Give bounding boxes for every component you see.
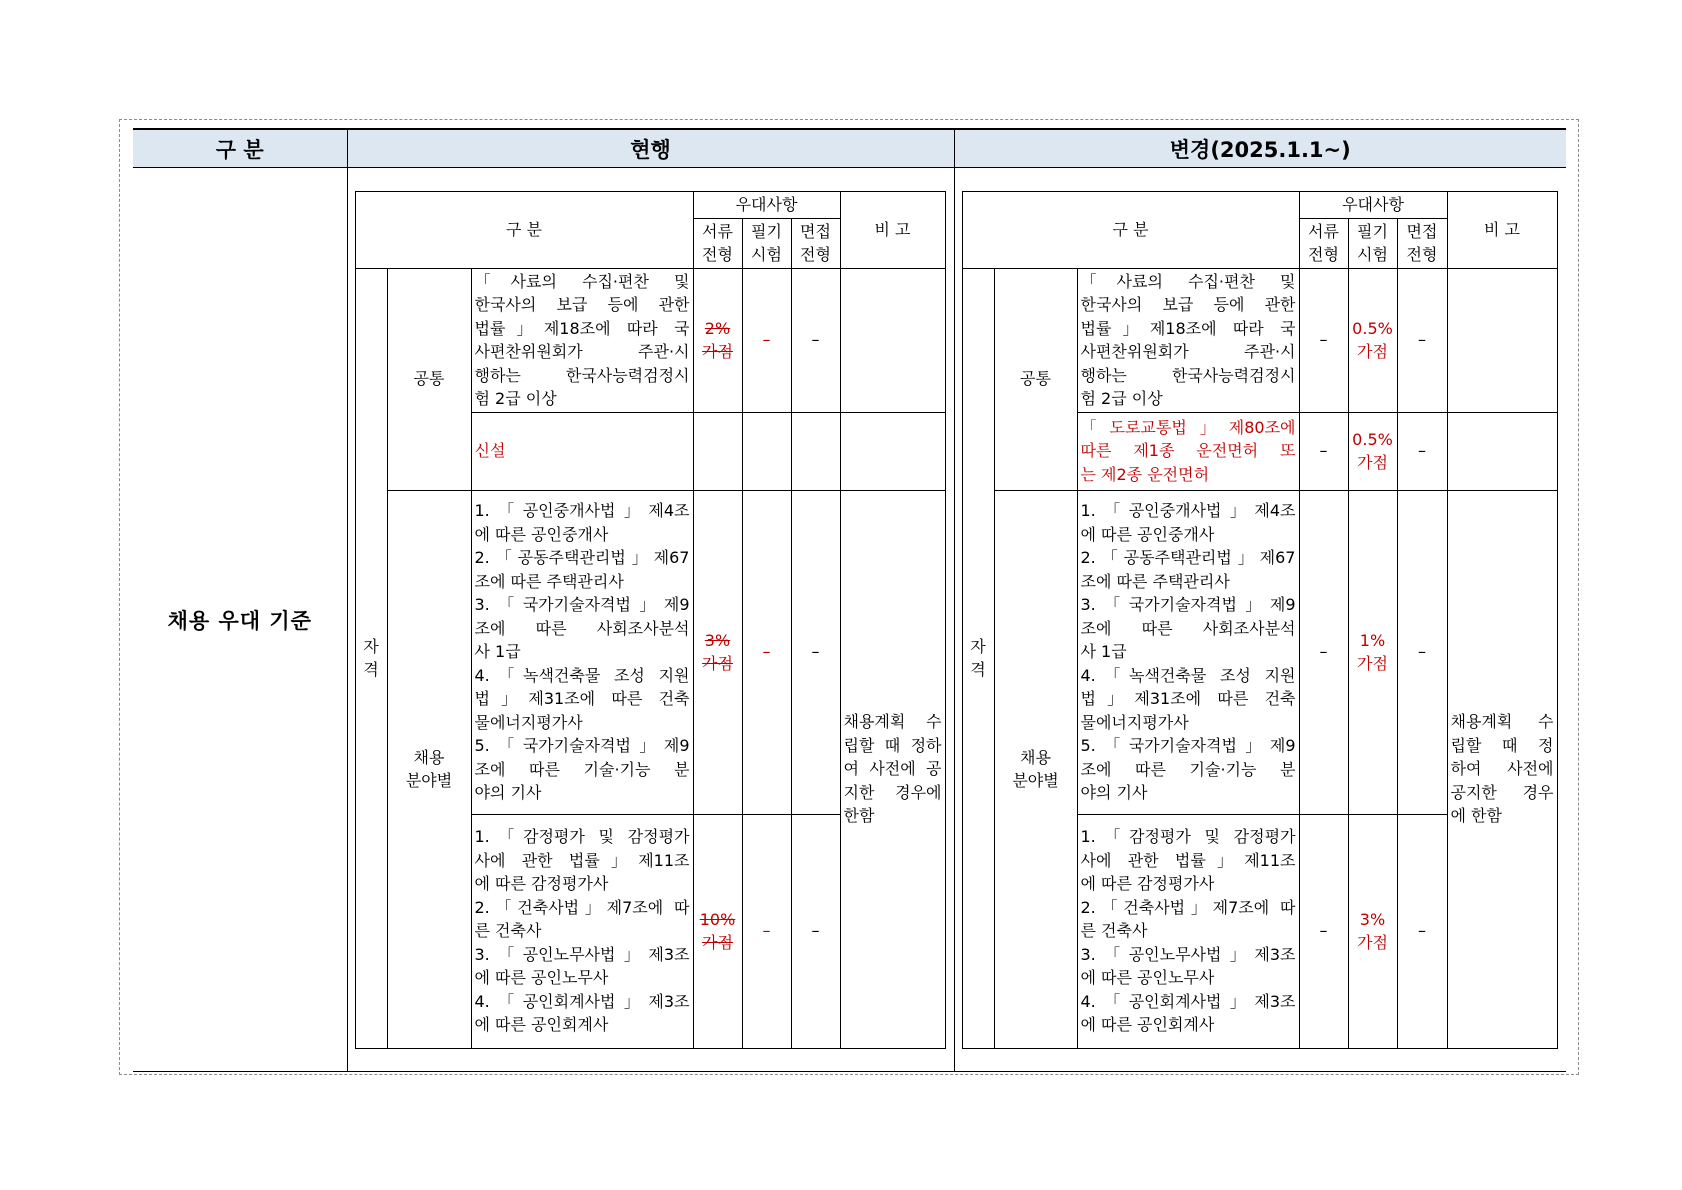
current-row4-doc: 10% 가점: [693, 814, 742, 1048]
current-row1-desc: 「사료의 수집·편찬 및 한국사의 보급 등에 관한 법률」제18조에 따라 국 사편찬위원회가 주관·시 행하는 한국사능력검정시 험 2급 이상: [471, 268, 693, 412]
changed-field-label: 채용 분야별: [994, 490, 1077, 1048]
changed-common-label: 공통: [994, 268, 1077, 490]
current-row1-written: –: [742, 268, 791, 412]
header-current: 현행: [347, 129, 954, 168]
current-row3-doc: 3% 가점: [693, 490, 742, 814]
changed-row1-desc: 「사료의 수집·편찬 및 한국사의 보급 등에 관한 법률」제18조에 따라 국 사편찬위원회가 주관·시 행하는 한국사능력검정시 험 2급 이상: [1077, 268, 1299, 412]
current-row1-interview: –: [791, 268, 840, 412]
changed-row2-written: 0.5% 가점: [1348, 412, 1397, 490]
current-common-label: 공통: [387, 268, 471, 490]
current-field-label: 채용 분야별: [387, 490, 471, 1048]
current-row1-doc: 2% 가점: [693, 268, 742, 412]
category-label: 채용 우대 기준: [133, 168, 347, 1072]
current-table: [355, 191, 946, 1049]
current-row2-note: [840, 412, 945, 490]
current-row2-doc: [693, 412, 742, 490]
current-row4-desc: 1.「감정평가 및 감정평가 사에 관한 법률」제11조 에 따른 감정평가사 2.「건축사법」제7조에 따 른 건축사 3.「공인노무사법」제3조 에 따른 공인노무사 4.「공인회계사법」제3조 에 따른 공인회계사: [471, 814, 693, 1048]
changed-head-written: 필기 시험: [1348, 218, 1397, 268]
header-changed: 변경(2025.1.1~): [954, 129, 1566, 168]
current-head-doc: 서류 전형: [693, 218, 742, 268]
changed-row2-interview: –: [1397, 412, 1447, 490]
current-row2-interview: [791, 412, 840, 490]
changed-row2-desc: 「도로교통법」제80조에 따른 제1종 운전면허 또 는 제2종 운전면허: [1077, 412, 1299, 490]
current-row1-note: [840, 268, 945, 412]
changed-head-gubun: 구 분: [962, 192, 1299, 269]
current-head-udae: 우대사항: [693, 192, 840, 219]
current-row3-desc: 1.「공인중개사법」제4조 에 따른 공인중개사 2.「공동주택관리법」제67 조에 따른 주택관리사 3.「국가기술자격법」제9 조에 따른 사회조사분석 사 1급 4.「녹색건축물 조성 지원 법」제31조에 따른 건축 물에너지평가사 5.「국가기술자격법」제9 조에 따른 기술·기능 분 야의 기사: [471, 490, 693, 814]
changed-row2-doc: –: [1299, 412, 1348, 490]
header-category: 구 분: [133, 129, 347, 168]
current-row4-interview: –: [791, 814, 840, 1048]
changed-note: 채용계획 수 립할 때 정 하여 사전에 공지한 경우 에 한함: [1447, 490, 1557, 1048]
current-row2-desc: 신설: [471, 412, 693, 490]
changed-head-interview: 면접 전형: [1397, 218, 1447, 268]
changed-row1-interview: –: [1397, 268, 1447, 412]
changed-row1-written: 0.5% 가점: [1348, 268, 1397, 412]
changed-jagyeok-label: 자 격: [962, 268, 994, 1048]
current-note: 채용계획 수 립할 때 정하 여 사전에 공 지한 경우에 한함: [840, 490, 945, 1048]
changed-section: [954, 168, 1566, 1072]
changed-row1-note: [1447, 268, 1557, 412]
changed-row3-interview: –: [1397, 490, 1447, 814]
current-row3-interview: –: [791, 490, 840, 814]
changed-row4-doc: –: [1299, 814, 1348, 1048]
changed-table: [962, 191, 1558, 1049]
changed-row4-desc: 1.「감정평가 및 감정평가 사에 관한 법률」제11조 에 따른 감정평가사 2.「건축사법」제7조에 따 른 건축사 3.「공인노무사법」제3조 에 따른 공인노무사 4.「공인회계사법」제3조 에 따른 공인회계사: [1077, 814, 1299, 1048]
current-head-gubun: 구 분: [355, 192, 693, 269]
current-jagyeok-label: 자 격: [355, 268, 387, 1048]
changed-row1-doc: –: [1299, 268, 1348, 412]
changed-head-udae: 우대사항: [1299, 192, 1447, 219]
changed-row3-doc: –: [1299, 490, 1348, 814]
changed-row3-desc: 1.「공인중개사법」제4조 에 따른 공인중개사 2.「공동주택관리법」제67 조에 따른 주택관리사 3.「국가기술자격법」제9 조에 따른 사회조사분석 사 1급 4.「녹색건축물 조성 지원 법」제31조에 따른 건축 물에너지평가사 5.「국가기술자격법」제9 조에 따른 기술·기능 분 야의 기사: [1077, 490, 1299, 814]
changed-head-doc: 서류 전형: [1299, 218, 1348, 268]
changed-row4-interview: –: [1397, 814, 1447, 1048]
changed-head-note: 비 고: [1447, 192, 1557, 269]
comparison-table: [133, 128, 1566, 1072]
current-row2-written: [742, 412, 791, 490]
current-row4-written: –: [742, 814, 791, 1048]
changed-row3-written: 1% 가점: [1348, 490, 1397, 814]
current-head-interview: 면접 전형: [791, 218, 840, 268]
current-section: [347, 168, 954, 1072]
changed-row2-note: [1447, 412, 1557, 490]
changed-row4-written: 3% 가점: [1348, 814, 1397, 1048]
current-head-written: 필기 시험: [742, 218, 791, 268]
current-row3-written: –: [742, 490, 791, 814]
current-head-note: 비 고: [840, 192, 945, 269]
